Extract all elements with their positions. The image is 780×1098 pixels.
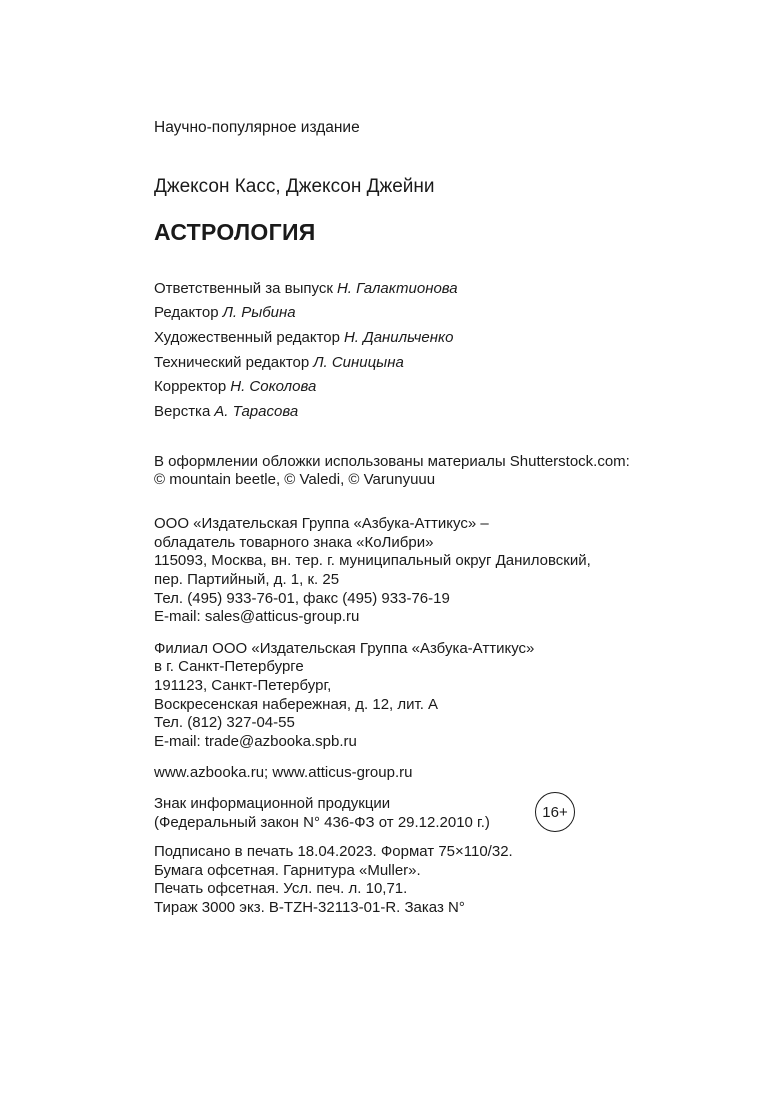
- print-info-line: Подписано в печать 18.04.2023. Формат 75×110/32.: [154, 843, 513, 860]
- print-info-line: Тираж 3000 экз. B-TZH-32113-01-R. Заказ N°: [154, 899, 465, 916]
- branch-line: Филиал ООО «Издательская Группа «Азбука-Аттикус»: [154, 640, 535, 657]
- credit-line: Корректор Н. Соколова: [154, 378, 317, 395]
- credit-line: Художественный редактор Н. Данильченко: [154, 329, 454, 346]
- branch-line: Тел. (812) 327-04-55: [154, 714, 295, 731]
- edition-type: Научно-популярное издание: [154, 119, 360, 136]
- credit-line: Ответственный за выпуск Н. Галактионова: [154, 280, 458, 297]
- publisher-line: пер. Партийный, д. 1, к. 25: [154, 571, 340, 588]
- websites: www.azbooka.ru; www.atticus-group.ru: [154, 764, 413, 781]
- publisher-line: ООО «Издательская Группа «Азбука-Аттикус» –: [154, 515, 489, 532]
- print-info-line: Бумага офсетная. Гарнитура «Muller».: [154, 862, 421, 879]
- info-sign-line: Знак информационной продукции: [154, 795, 391, 812]
- authors: Джексон Касс, Джексон Джейни: [154, 176, 435, 197]
- cover-note-line: В оформлении обложки использованы материалы Shutterstock.com:: [154, 453, 630, 470]
- publisher-line: Тел. (495) 933-76-01, факс (495) 933-76-19: [154, 590, 450, 607]
- cover-note-line: © mountain beetle, © Valedi, © Varunyuuu: [154, 471, 436, 488]
- publisher-line: E-mail: sales@atticus-group.ru: [154, 608, 360, 625]
- publisher-line: обладатель товарного знака «КоЛибри»: [154, 534, 434, 551]
- branch-line: Воскресенская набережная, д. 12, лит. А: [154, 696, 439, 713]
- info-sign-line: (Федеральный закон N° 436-ФЗ от 29.12.2010 г.): [154, 814, 490, 831]
- branch-line: 191123, Санкт-Петербург,: [154, 677, 332, 694]
- age-rating-badge: 16+: [535, 792, 575, 832]
- print-info-line: Печать офсетная. Усл. печ. л. 10,71.: [154, 880, 408, 897]
- credit-line: Редактор Л. Рыбина: [154, 304, 296, 321]
- book-title: АСТРОЛОГИЯ: [154, 219, 316, 245]
- branch-line: в г. Санкт-Петербурге: [154, 658, 304, 675]
- publisher-line: 115093, Москва, вн. тер. г. муниципальный округ Даниловский,: [154, 552, 591, 569]
- credit-line: Технический редактор Л. Синицына: [154, 354, 404, 371]
- credit-line: Верстка А. Тарасова: [154, 403, 299, 420]
- branch-line: E-mail: trade@azbooka.spb.ru: [154, 733, 357, 750]
